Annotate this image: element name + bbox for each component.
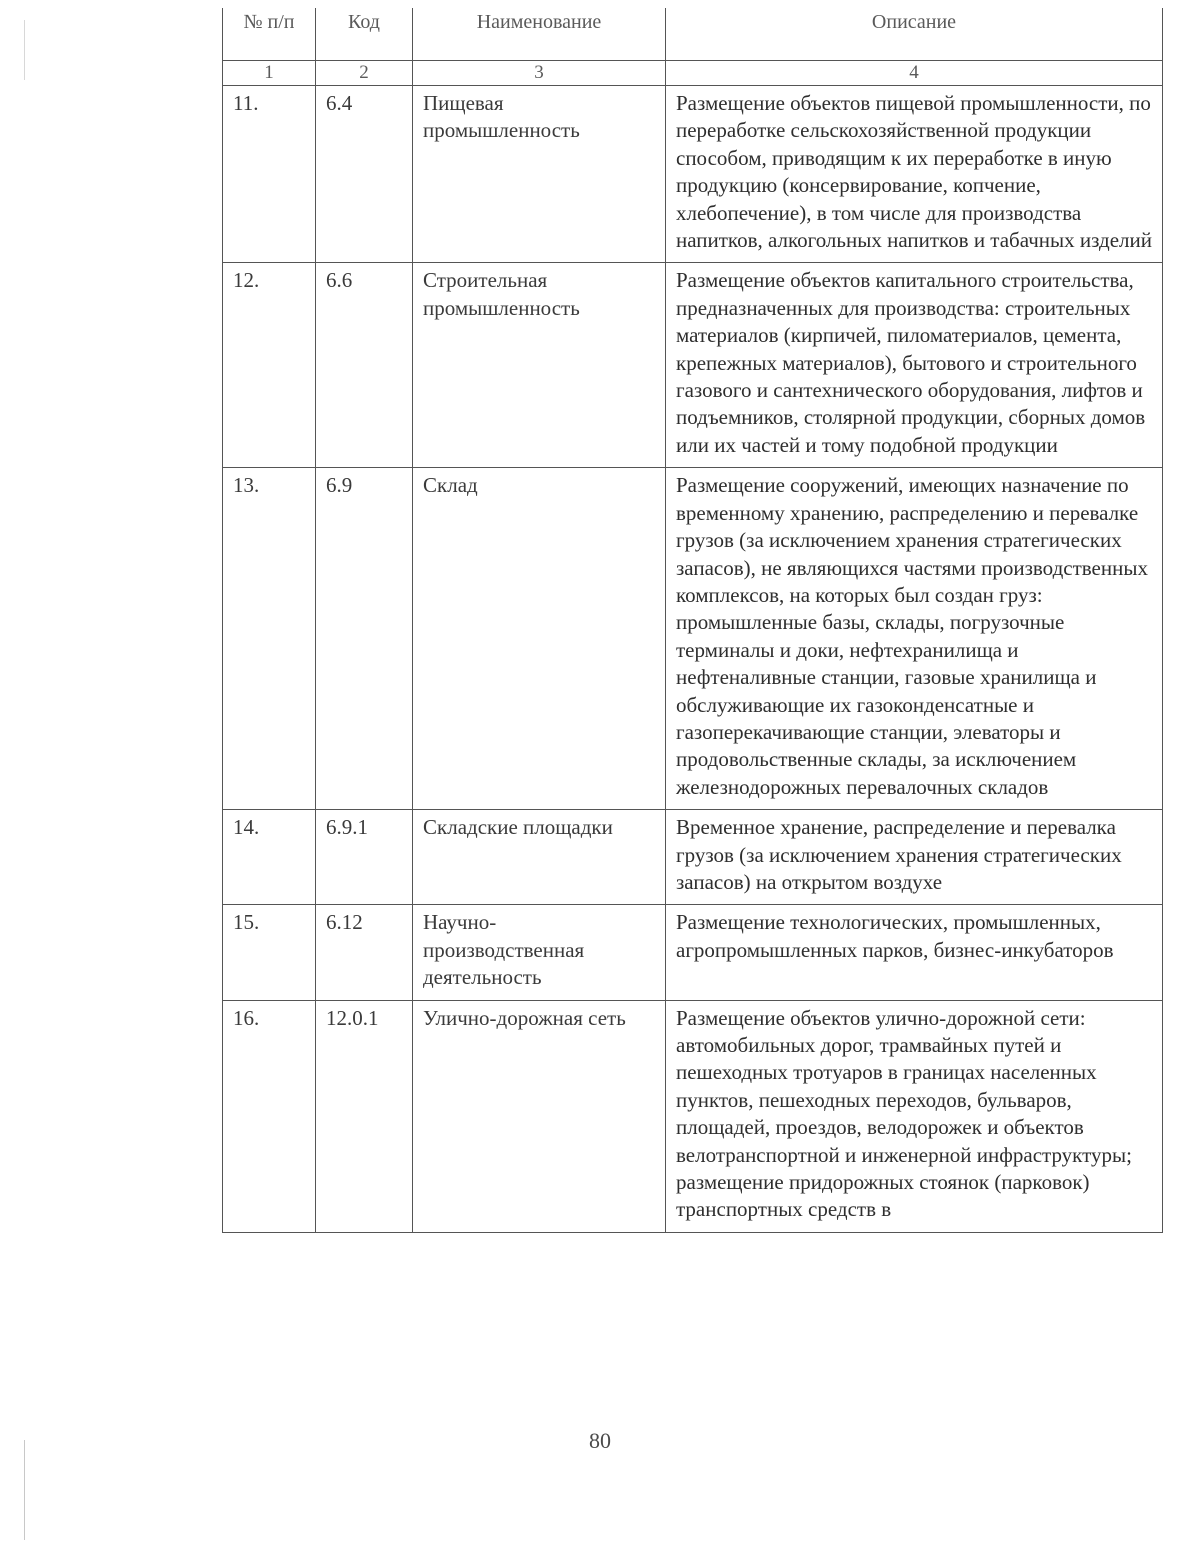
row-description: Размещение объектов капитального строительства, предназначенных для производства: строительных материалов (кирпичей, пиломатериалов, цемента, крепежных материалов), бытового и строительного газового и сантехнического оборудования, лифтов и подъемников, столярной продукции, сборных домов или их частей и тому подобной продукции (666, 263, 1163, 468)
row-code: 6.4 (316, 86, 413, 263)
scan-edge-mark (24, 1440, 25, 1540)
header-description: Описание (666, 8, 1163, 61)
scan-edge-mark (24, 20, 25, 80)
column-numbers-row (223, 61, 1163, 86)
column-number-2: 2 (316, 61, 413, 86)
row-code: 6.6 (316, 263, 413, 468)
row-number: 14. (223, 810, 316, 905)
row-description: Размещение сооружений, имеющих назначение по временному хранению, распределению и перевалке грузов (за исключением хранения стратегических запасов), не являющихся частями производственных комплексов, на которых был создан груз: промышленные базы, склады, погрузочные терминалы и доки, нефтехранилища и нефтеналивные станции, газовые хранилища и обслуживающие их газоконденсатные и газоперекачивающие станции, элеваторы и продовольственные склады, за исключением железнодорожных перевалочных складов (666, 468, 1163, 810)
column-number-4: 4 (666, 61, 1163, 86)
table-row (223, 810, 1163, 905)
row-number: 15. (223, 905, 316, 1000)
row-code: 6.12 (316, 905, 413, 1000)
row-name: Строительная промышленность (413, 263, 666, 468)
table-row (223, 86, 1163, 263)
row-code: 12.0.1 (316, 1000, 413, 1232)
row-number: 13. (223, 468, 316, 810)
page-number: 80 (589, 1428, 611, 1453)
row-code: 6.9 (316, 468, 413, 810)
table-row (223, 1000, 1163, 1232)
column-number-3: 3 (413, 61, 666, 86)
row-number: 11. (223, 86, 316, 263)
row-number: 12. (223, 263, 316, 468)
row-description: Размещение объектов улично-дорожной сети: автомобильных дорог, трамвайных путей и пешеходных тротуаров в границах населенных пунктов, пешеходных переходов, бульваров, площадей, проездов, велодорожек и объектов велотранспортной и инженерной инфраструктуры; размещение придорожных стоянок (парковок) транспортных средств в (666, 1000, 1163, 1232)
header-number: № п/п (223, 8, 316, 61)
table-row (223, 905, 1163, 1000)
header-name: Наименование (413, 8, 666, 61)
row-name: Улично-дорожная сеть (413, 1000, 666, 1232)
row-name: Складские площадки (413, 810, 666, 905)
column-number-1: 1 (223, 61, 316, 86)
row-description: Размещение технологических, промышленных, агропромышленных парков, бизнес-инкубаторов (666, 905, 1163, 1000)
land-use-table (222, 8, 1163, 1233)
row-name: Склад (413, 468, 666, 810)
table-row (223, 468, 1163, 810)
table-row (223, 263, 1163, 468)
row-number: 16. (223, 1000, 316, 1232)
table-header-row (223, 8, 1163, 61)
row-name: Пищевая промышленность (413, 86, 666, 263)
row-description: Размещение объектов пищевой промышленности, по переработке сельскохозяйственной продукции способом, приводящим к их переработке в иную продукцию (консервирование, копчение, хлебопечение), в том числе для производства напитков, алкогольных напитков и табачных изделий (666, 86, 1163, 263)
row-description: Временное хранение, распределение и перевалка грузов (за исключением хранения стратегических запасов) на открытом воздухе (666, 810, 1163, 905)
header-code: Код (316, 8, 413, 61)
row-code: 6.9.1 (316, 810, 413, 905)
row-name: Научно-производственная деятельность (413, 905, 666, 1000)
